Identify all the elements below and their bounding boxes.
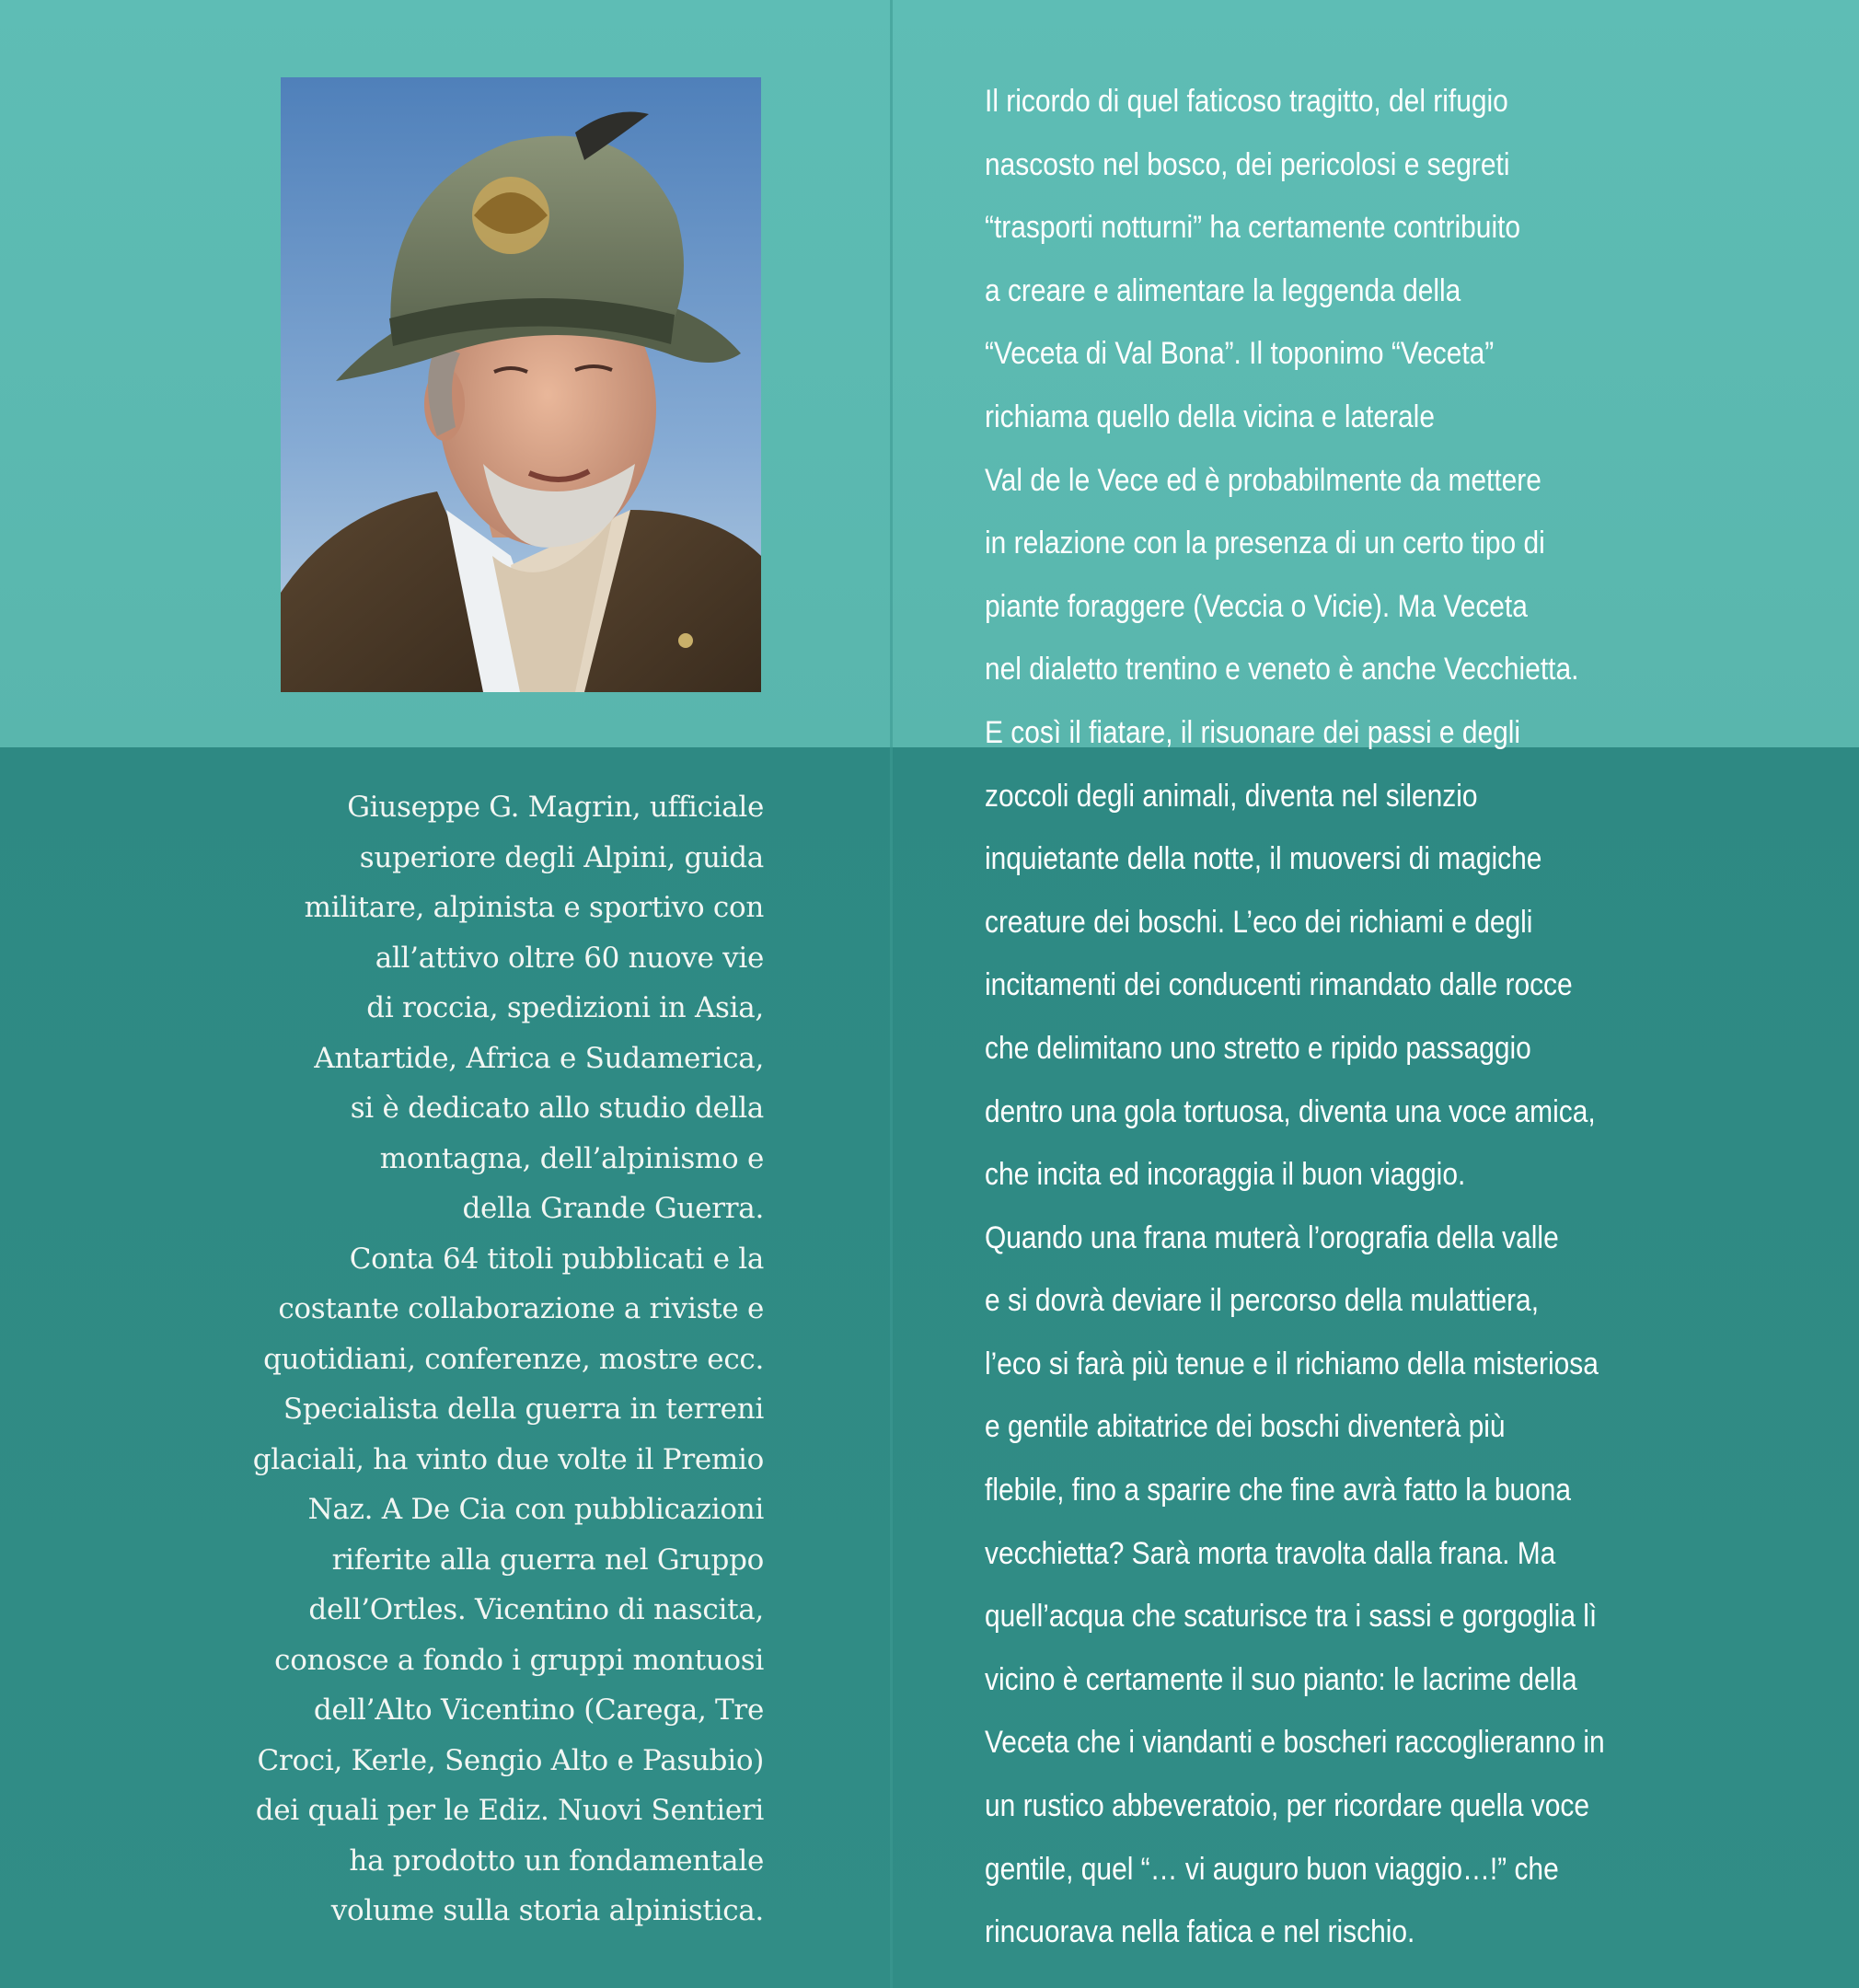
page-fold (890, 0, 893, 1988)
story-line: e si dovrà deviare il percorso della mulattiera, (985, 1283, 1540, 1319)
bio-line: glaciali, ha vinto due volte il Premio (252, 1442, 764, 1476)
bio-line: riferite alla guerra nel Gruppo (331, 1543, 764, 1577)
story-line: che incita ed incoraggia il buon viaggio. (985, 1157, 1466, 1193)
story-line: quell’acqua che scaturisce tra i sassi e gorgoglia lì (985, 1599, 1598, 1635)
bio-line: volume sulla storia alpinistica. (330, 1894, 764, 1927)
story-line: Quando una frana muterà l’orografia della valle (985, 1219, 1559, 1255)
story-line: inquietante della notte, il muoversi di magiche (985, 841, 1542, 877)
bio-line: Specialista della guerra in terreni (283, 1393, 764, 1426)
story-line: a creare e alimentare la leggenda della (985, 272, 1461, 308)
bio-line: Croci, Kerle, Sengio Alto e Pasubio) (257, 1743, 764, 1777)
bio-line: Antartide, Africa e Sudamerica, (314, 1041, 764, 1075)
bio-line: quotidiani, conferenze, mostre ecc. (263, 1342, 764, 1376)
story-line: un rustico abbeveratoio, per ricordare quella voce (985, 1788, 1589, 1824)
author-photo (281, 77, 761, 692)
story-line: vicino è certamente il suo pianto: le lacrime della (985, 1661, 1577, 1697)
story-line: incitamenti dei conducenti rimandato dalle rocce (985, 967, 1573, 1003)
story-line: Veceta che i viandanti e boscheri raccoglieranno in (985, 1725, 1605, 1761)
story-line: gentile, quel “… vi auguro buon viaggio…!” che (985, 1851, 1559, 1887)
story-line: in relazione con la presenza di un certo tipo di (985, 526, 1545, 561)
bio-line: della Grande Guerra. (462, 1192, 764, 1225)
bio-line: Giuseppe G. Magrin, ufficiale (347, 791, 764, 824)
bio-line: superiore degli Alpini, guida (359, 840, 764, 874)
story-line: rincuorava nella fatica e nel rischio. (985, 1914, 1415, 1950)
story-line: richiama quello della vicina e laterale (985, 399, 1435, 434)
bio-line: all’attivo oltre 60 nuove vie (375, 941, 764, 975)
bio-line: Naz. A De Cia con pubblicazioni (307, 1493, 764, 1526)
story-line: E così il fiatare, il risuonare dei passi e degli (985, 714, 1521, 750)
bio-line: di roccia, spedizioni in Asia, (366, 991, 764, 1024)
story-line: “Veceta di Val Bona”. Il toponimo “Veceta” (985, 336, 1495, 372)
author-bio (248, 782, 764, 1936)
story-line: nel dialetto trentino e veneto è anche Vecchietta. (985, 652, 1579, 688)
story-line: che delimitano uno stretto e ripido passaggio (985, 1030, 1531, 1066)
bio-line: si è dedicato allo studio della (350, 1092, 764, 1125)
story-line: “trasporti notturni” ha certamente contribuito (985, 210, 1521, 246)
story-line: Val de le Vece ed è probabilmente da mettere (985, 462, 1541, 498)
bio-line: montagna, dell’alpinismo e (379, 1141, 764, 1175)
story-line: flebile, fino a sparire che fine avrà fatto la buona (985, 1473, 1572, 1508)
bio-line: dei quali per le Ediz. Nuovi Sentieri (255, 1794, 764, 1827)
bio-line: ha prodotto un fondamentale (349, 1844, 764, 1878)
bio-line: militare, alpinista e sportivo con (304, 891, 764, 924)
story-line: zoccoli degli animali, diventa nel silenzio (985, 778, 1478, 814)
bio-line: costante collaborazione a riviste e (278, 1292, 764, 1325)
bio-line: dell’Alto Vicentino (Carega, Tre (313, 1693, 764, 1727)
story-line: l’eco si farà più tenue e il richiamo della misteriosa (985, 1346, 1599, 1381)
story-line: creature dei boschi. L’eco dei richiami e degli (985, 904, 1533, 940)
story-line: vecchietta? Sarà morta travolta dalla frana. Ma (985, 1535, 1556, 1571)
bio-line: dell’Ortles. Vicentino di nascita, (308, 1593, 764, 1626)
bio-line: conosce a fondo i gruppi montuosi (274, 1643, 764, 1677)
story-line: e gentile abitatrice dei boschi diventerà più (985, 1409, 1506, 1445)
story-line: Il ricordo di quel faticoso tragitto, del rifugio (985, 84, 1508, 119)
bio-line: Conta 64 titoli pubblicati e la (349, 1242, 764, 1276)
story-text (985, 70, 1813, 1964)
story-line: piante foraggere (Veccia o Vicie). Ma Veceta (985, 588, 1528, 624)
story-line: dentro una gola tortuosa, diventa una voce amica, (985, 1093, 1596, 1129)
story-line: nascosto nel bosco, dei pericolosi e segreti (985, 146, 1510, 182)
